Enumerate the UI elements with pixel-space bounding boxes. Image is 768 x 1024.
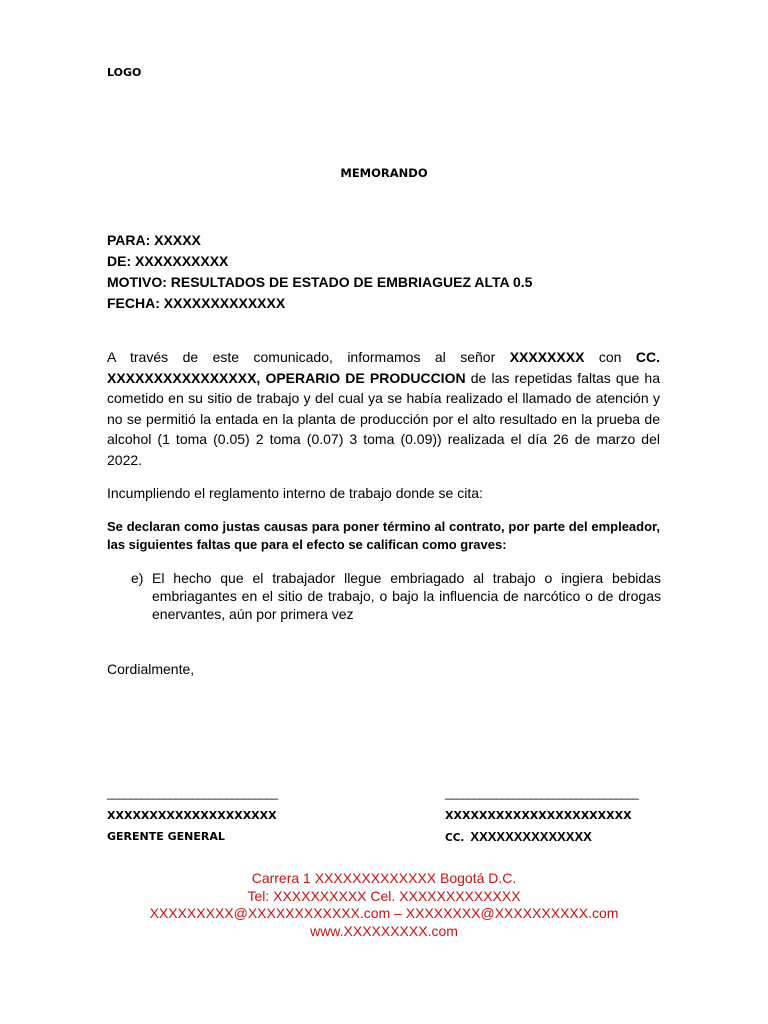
signer-name-left: XXXXXXXXXXXXXXXXXXXX bbox=[107, 809, 277, 822]
footer-emails: XXXXXXXXX@XXXXXXXXXXXX.com – XXXXXXXX@XXXXXXXXXX.com bbox=[149, 905, 619, 921]
signer-name-right: XXXXXXXXXXXXXXXXXXXXXX bbox=[445, 809, 632, 822]
footer-address: Carrera 1 XXXXXXXXXXXXX Bogotá D.C. bbox=[251, 870, 517, 886]
signer-title-left: GERENTE GENERAL bbox=[107, 830, 225, 843]
body-rest: de las repetidas faltas que ha cometido en su sitio de trabajo y del cual ya se había realizado el llamado de atención y no se permitió la entada en la planta de producción por el alto resultado en la prueba de alcohol (1 toma (0.05) 2 toma (0.07) 3 toma (0.09)) realizada el día 26 de marzo del 2022. bbox=[107, 369, 660, 468]
header-fecha: FECHA: XXXXXXXXXXXXX bbox=[107, 295, 286, 311]
logo-placeholder: LOGO bbox=[107, 66, 142, 79]
signature-line-right: __________________________________ bbox=[445, 786, 638, 800]
cc-number: XXXXXXXXXXXXXX bbox=[470, 829, 592, 844]
list-item-text: El hecho que el trabajador llegue embriagado al trabajo o ingiera bebidas embriagantes en el sitio de trabajo, o bajo la influencia de narcótico o de drogas enervantes, aún por primera vez bbox=[152, 570, 661, 622]
regulation-intro: Incumpliendo el reglamento interno de trabajo donde se cita: bbox=[107, 485, 483, 501]
footer-phones: Tel: XXXXXXXXXX Cel. XXXXXXXXXXXXX bbox=[247, 887, 521, 904]
memo-header bbox=[107, 230, 532, 314]
memo-title: MEMORANDO bbox=[340, 166, 428, 180]
cc-label: CC. bbox=[445, 832, 465, 844]
regulation-quote: Se declaran como justas causas para poner término al contrato, por parte del empleador, las siguientes faltas que para el efecto se califican como graves: bbox=[107, 519, 660, 552]
header-de: DE: XXXXXXXXXX bbox=[107, 253, 229, 269]
header-para: PARA: XXXXX bbox=[107, 232, 201, 248]
footer-contact bbox=[0, 870, 768, 940]
body-paragraph bbox=[107, 347, 660, 470]
body-intro: A través de este comunicado, informamos al señor bbox=[107, 349, 510, 365]
employee-name: XXXXXXXX bbox=[509, 349, 585, 365]
closing-salutation: Cordialmente, bbox=[107, 661, 195, 677]
body-con: con bbox=[584, 349, 636, 365]
header-motivo: MOTIVO: RESULTADOS DE ESTADO DE EMBRIAGUEZ ALTA 0.5 bbox=[107, 274, 533, 290]
signer-cc-right bbox=[445, 829, 592, 844]
employee-id-role: CC. XXXXXXXXXXXXXXXX, OPERARIO DE PRODUCCION bbox=[107, 349, 660, 386]
footer-website: www.XXXXXXXXX.com bbox=[310, 922, 458, 939]
list-item bbox=[131, 569, 661, 623]
list-marker: e) bbox=[131, 570, 144, 586]
signature-line-left: ______________________________ bbox=[107, 786, 278, 800]
